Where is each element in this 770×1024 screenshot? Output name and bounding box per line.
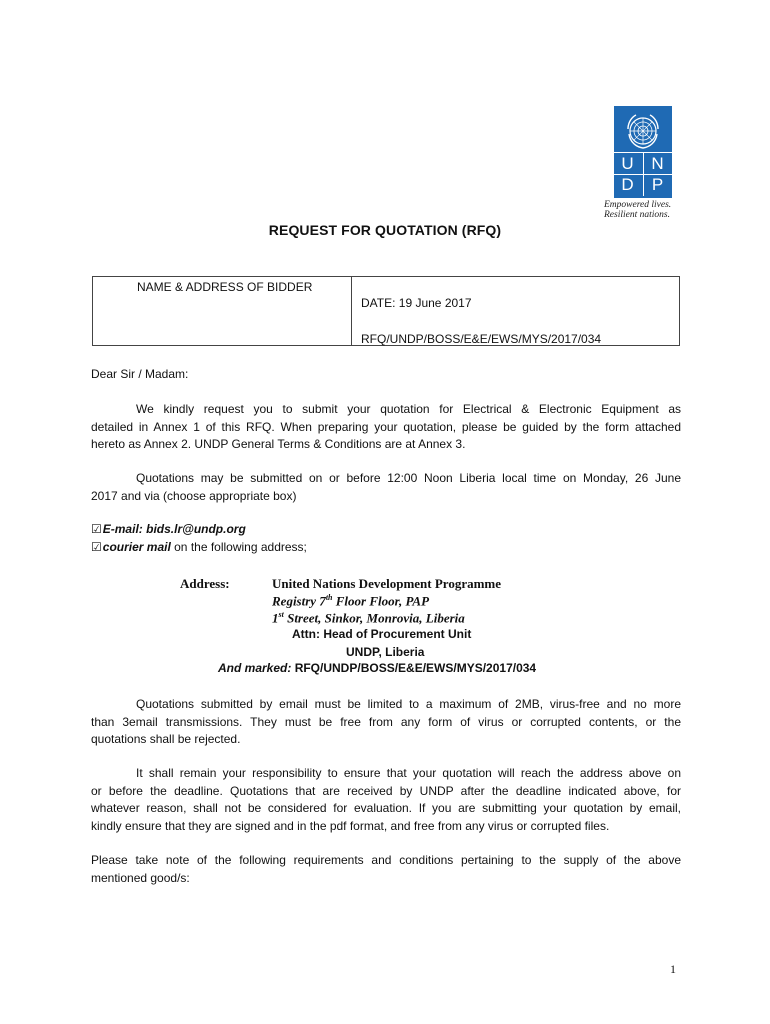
courier-option-rest: on the following address; xyxy=(170,540,307,554)
para3-line1: Quotations submitted by email must be limited to a maximum of 2MB, virus-free and no more xyxy=(136,697,681,711)
para1-line3: hereto as Annex 2. UNDP General Terms & Conditions are at Annex 3. xyxy=(91,437,466,451)
table-divider xyxy=(351,277,352,345)
address-line3-sup: st xyxy=(278,610,284,619)
para4-line3: whatever reason, shall not be considered for evaluation. If you are submitting your quotation by email, xyxy=(91,801,681,815)
email-option-label: E-mail: bids.lr@undp.org xyxy=(102,522,246,536)
marked-ref: RFQ/UNDP/BOSS/E&E/EWS/MYS/2017/034 xyxy=(294,661,537,675)
logo-letter-p: P xyxy=(651,175,664,194)
checkbox-courier-icon[interactable]: ☑ xyxy=(91,540,102,554)
para1-line1: We kindly request you to submit your quotation for Electrical & Electronic Equipment as xyxy=(136,402,681,416)
logo-tagline xyxy=(604,200,694,220)
para5-line1: Please take note of the following requirements and conditions pertaining to the supply of the above xyxy=(91,853,681,867)
paragraph-email-limit xyxy=(91,696,681,749)
un-emblem-icon xyxy=(624,112,662,150)
marked-label: And marked: xyxy=(218,661,295,675)
page-number: 1 xyxy=(670,962,676,976)
address-line-3 xyxy=(272,610,465,626)
document-title: REQUEST FOR QUOTATION (RFQ) xyxy=(268,222,502,238)
address-label: Address: xyxy=(180,576,230,591)
undp-letters xyxy=(614,152,672,196)
undp-logo xyxy=(614,106,672,198)
para5-line2: mentioned good/s: xyxy=(91,870,190,885)
address-marked xyxy=(218,661,536,675)
tagline-line-1: Empowered lives. xyxy=(604,200,672,210)
address-line-2 xyxy=(272,593,429,609)
para4-line4: kindly ensure that they are signed and in the pdf format, and free from any virus or corrupted files. xyxy=(91,818,610,833)
para1-line2: detailed in Annex 1 of this RFQ. When preparing your quotation, please be guided by the form attached xyxy=(91,419,681,434)
bidder-info-table xyxy=(92,276,680,346)
address-org: United Nations Development Programme xyxy=(272,576,502,591)
email-option xyxy=(91,522,246,536)
paragraph-deadline xyxy=(91,470,681,505)
logo-letter-u: U xyxy=(621,154,634,173)
bidder-name-label: NAME & ADDRESS OF BIDDER xyxy=(137,280,313,294)
para4-line1: It shall remain your responsibility to ensure that your quotation will reach the address above on xyxy=(136,766,681,780)
courier-option-label: courier mail xyxy=(102,540,171,554)
address-unit: UNDP, Liberia xyxy=(346,645,425,659)
address-line2-b: Floor Floor, PAP xyxy=(332,593,430,609)
address-line3-a: 1 xyxy=(272,610,279,626)
para3-line2: than 3email transmissions. They must be free from any form of virus or corrupted contents, or the xyxy=(91,714,681,729)
courier-option xyxy=(91,540,307,554)
salutation: Dear Sir / Madam: xyxy=(91,367,189,381)
para2-line1: Quotations may be submitted on or before 12:00 Noon Liberia local time on Monday, 26 June xyxy=(136,471,681,485)
logo-letter-d: D xyxy=(621,175,634,194)
rfq-date: DATE: 19 June 2017 xyxy=(361,296,472,310)
para3-line3: quotations shall be rejected. xyxy=(91,732,241,746)
paragraph-responsibility xyxy=(91,765,681,835)
tagline-line-2: Resilient nations. xyxy=(604,210,670,220)
address-line3-b: Street, Sinkor, Monrovia, Liberia xyxy=(283,610,465,626)
address-line2-sup: th xyxy=(325,593,333,602)
paragraph-annex xyxy=(91,401,681,454)
address-attn: Attn: Head of Procurement Unit xyxy=(292,627,472,641)
paragraph-requirements xyxy=(91,852,681,887)
para2-line2: 2017 and via (choose appropriate box) xyxy=(91,488,297,503)
para4-line2: or before the deadline. Quotations that are received by UNDP after the deadline indicated above, for xyxy=(91,783,681,798)
logo-letter-n: N xyxy=(651,154,664,173)
checkbox-email-icon[interactable]: ☑ xyxy=(91,522,102,536)
address-line2-a: Registry 7 xyxy=(272,593,326,609)
rfq-reference: RFQ/UNDP/BOSS/E&E/EWS/MYS/2017/034 xyxy=(361,332,602,346)
